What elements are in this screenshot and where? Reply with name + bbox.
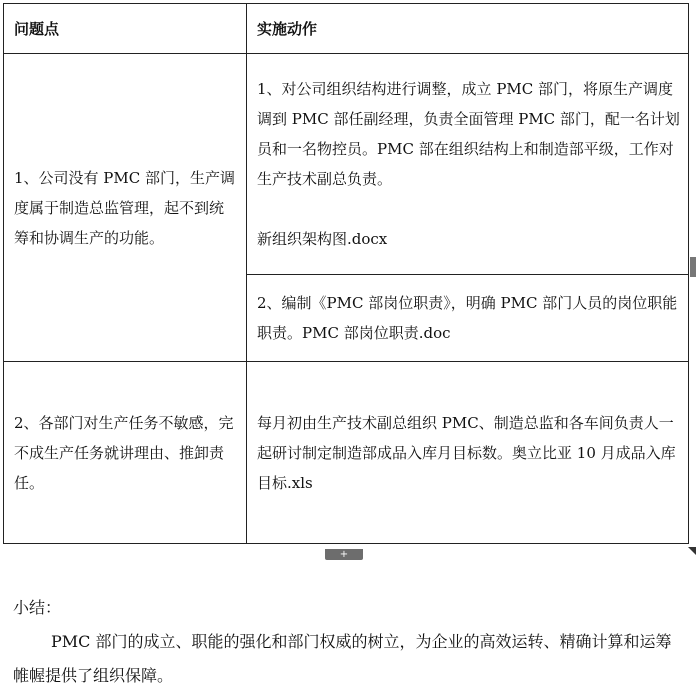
action-cell-2	[247, 362, 689, 544]
action-cell-1a	[247, 54, 689, 275]
plus-icon: +	[339, 549, 349, 560]
problem-text-1: 1、公司没有 PMC 部门，生产调度属于制造总监管理，起不到统筹和协调生产的功能。	[14, 168, 236, 247]
action-cell-1b	[247, 275, 689, 362]
header-action: 实施动作	[247, 4, 689, 54]
table-row	[4, 54, 689, 275]
problem-text-2: 2、各部门对生产任务不敏感，完不成生产任务就讲理由、推卸责任。	[14, 413, 234, 492]
table-header-row	[4, 4, 689, 54]
action-text-2: 每月初由生产技术副总组织 PMC、制造总监和各车间负责人一起研讨制定制造部成品入库月目标数。奥立比亚 10 月成品入库目标.xls	[257, 413, 676, 492]
problem-cell-2	[4, 362, 247, 544]
table-row	[4, 362, 689, 544]
action-text-1b: 2、编制《PMC 部岗位职责》，明确 PMC 部门人员的岗位职能职责。PMC 部岗位职责.doc	[257, 294, 678, 342]
table-resize-handle[interactable]	[690, 257, 696, 277]
problem-cell-1	[4, 54, 247, 362]
action-text-1a: 1、对公司组织结构进行调整，成立 PMC 部门，将原生产调度调到 PMC 部任副经理，负责全面管理 PMC 部门，配一名计划员和一名物控员。PMC 部在组织结构上和制造部平级，工作对生产技术副总负责。	[257, 80, 680, 188]
attachment-link[interactable]: 新组织架构图.docx	[257, 230, 388, 248]
problem-action-table	[3, 3, 689, 544]
summary-body: PMC 部门的成立、职能的强化和部门权威的树立，为企业的高效运转、精确计算和运筹帷幄提供了组织保障。	[13, 632, 672, 685]
summary-title: 小结：	[13, 598, 62, 617]
table-corner-resize-icon[interactable]	[688, 547, 696, 555]
add-row-button[interactable]	[325, 549, 363, 560]
header-problem: 问题点	[4, 4, 247, 54]
summary-section	[13, 591, 683, 693]
